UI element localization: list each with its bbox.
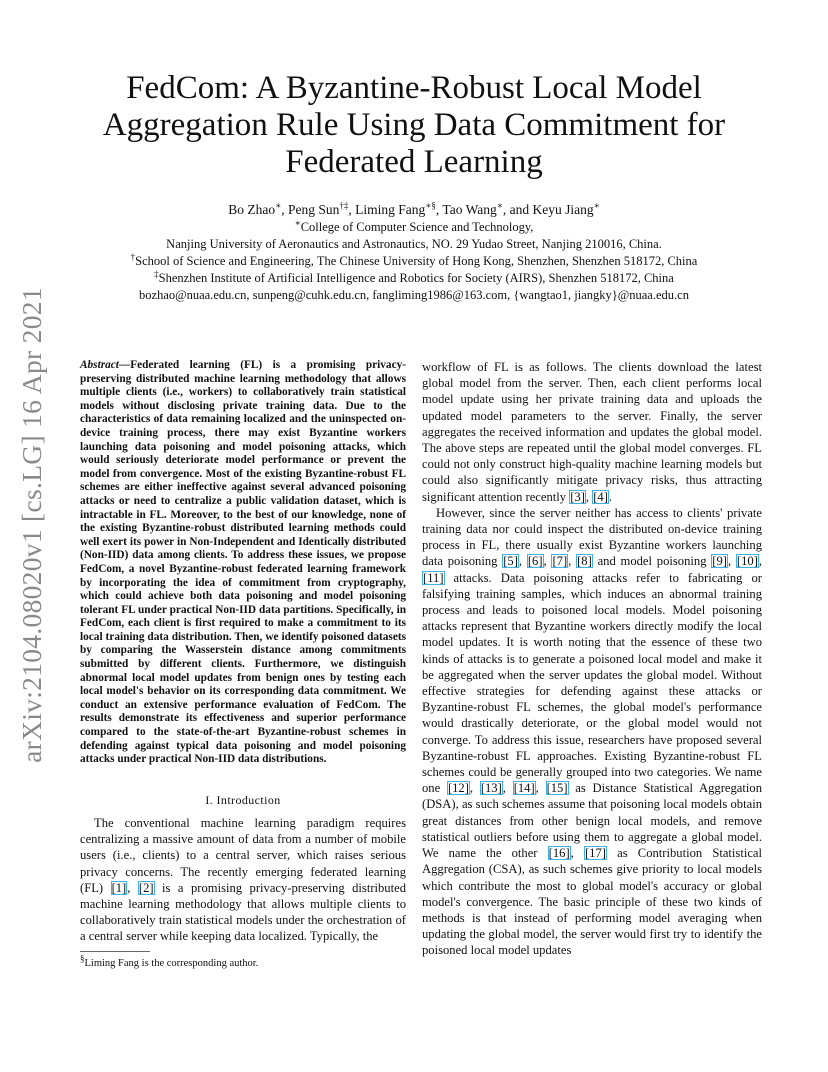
section-heading-introduction: I. Introduction [205,793,281,807]
affiliation-nuaa: Nanjing University of Aeronautics and Astronautics, NO. 29 Yudao Street, Nanjing 210016, China. [166,237,662,251]
citation-link[interactable]: [4] [593,489,608,504]
citation-link[interactable]: [2] [138,880,154,895]
author: Tao Wang [442,202,497,217]
abstract [80,359,406,767]
affiliation-airs: ‡Shenzhen Institute of Artificial Intelligence and Robotics for Society (AIRS), Shenzhen 518172, China [154,268,674,285]
citation-link[interactable]: [6] [527,554,543,569]
citation-link[interactable]: [7] [552,554,568,569]
abstract-text: —Federated learning (FL) is a promising privacy-preserving distributed machine learning methodology that allows multiple clients (i.e., workers) to collaboratively train statistical models without disclosing private training data. Due to the characteristics of data remaining localized and the uninspected on-device training process, there may exist Byzantine workers launching data poisoning and model poisoning attacks, which would seriously deteriorate model performance or prevent the model from convergence. Most of the existing Byzantine-robust FL schemes are either ineffective against several advanced poisoning attacks or need to centralize a public validation dataset, which is intractable in FL. Moreover, to the best of our knowledge, none of the existing Byzantine-robust distributed learning methods could well exert its power in Non-Independent and Identically distributed (Non-IID) data among clients. To address these issues, we propose FedCom, a novel Byzantine-robust federated learning framework by incorporating the idea of commitment from cryptography, which could achieve both data poisoning and model poisoning tolerant FL under practical Non-IID data partitions. Specifically, in FedCom, each client is first required to make a commitment to its local training data distribution. Then, we identify poisoned datasets by comparing the Wasserstein distance among commitments submitted by different clients. Furthermore, we distinguish abnormal local model updates from benign ones by testing each local model's behavior on its corresponding data commitment. We conduct an extensive performance evaluation of FedCom. The results demonstrate its effectiveness and superior performance compared to the state-of-the-art Byzantine-robust schemes in defending against typical data poisoning and model poisoning attacks under practical Non-IID data distributions. [80,359,406,766]
author: Peng Sun [288,202,340,217]
citation-link[interactable]: [1] [111,880,127,895]
citation-link[interactable]: [3] [570,489,585,504]
citation-link[interactable]: [10] [736,554,758,569]
citation-link[interactable]: [11] [423,570,444,585]
paper-title: FedCom: A Byzantine-Robust Local Model Aggregation Rule Using Data Commitment for Federated Learning [102,70,726,180]
citation-link[interactable]: [16] [548,846,570,861]
citation-link[interactable]: [5] [503,554,518,569]
citation-link[interactable]: [15] [546,781,568,796]
citation-link[interactable]: [17] [584,846,606,861]
citation-link[interactable]: [13] [480,781,502,796]
right-column-body: workflow of FL is as follows. The clients download the latest global model from the server. Then, each client performs local model update using her private training data and uploads the updated model parameters to the server. Finally, the server aggregates the received information and updates the global model. The above steps are repeated until the global model converges. FL could not only construct high-quality machine learning models but could also significantly mitigate privacy risks, thus attracting significant attention recently [3], [4]. However, since the server neither has access to clients' private training data nor could inspect the distributed on-device training process in FL, there usually exist Byzantine workers launching data poisoning [5], [6], [7], [8] and model poisoning [9], [10], [11] attacks. Data poisoning attacks refer to fabricating or falsifying training samples, which induces an abnormal training process and leads to poisoned local models. Model poisoning attacks represent that Byzantine workers directly modify the local model updates. It is worth noting that the essence of these two kinds of attacks is to generate a poisoned local model and make it be aggregated when the server updates the global model. Without effective strategies for defending against these attacks or Byzantine-robust FL schemes, the global model's performance would drastically deteriorate, or the global model would not converge. To address this issue, researchers have proposed several Byzantine-robust FL approaches. Existing Byzantine-robust FL schemes could be generally grouped into two categories. We name one [12], [13], [14], [15] as Distance Statistical Aggregation (DSA), as such schemes assume that poisoning local models obtain great distances from other benign local models, and remove statistical outliers before using them to aggregate a global model. We name the other [16], [17] as Contribution Statistical Aggregation (CSA), as such schemes give priority to local models which contribute the most to global model's accuracy or global model's convergence. The basic principle of these two kinds of methods is that instead of performing model averaging when updating the global model, the server would first try to identify the poisoned local model updates [422,360,763,958]
affiliation-college: ∗College of Computer Science and Technology, [294,217,534,234]
author: and Keyu Jiang [509,202,594,217]
arxiv-stamp: arXiv:2104.08020v1 [cs.LG] 16 Apr 2021 [16,287,47,763]
citation-link[interactable]: [9] [712,554,727,569]
author-emails: bozhao@nuaa.edu.cn, sunpeng@cuhk.edu.cn, fangliming1986@163.com, {wangtao1, jiangky}@nuaa.edu.cn [139,288,689,302]
citation-link[interactable]: [8] [577,554,592,569]
intro-paragraph: The conventional machine learning paradigm requires centralizing a massive amount of data from a number of mobile users (i.e., clients) to a central server, which raises serious privacy concerns. The recently emerging federated learning (FL) [1], [2] is a promising privacy-preserving distributed machine learning methodology that allows multiple clients to collaboratively train statistical models under the orchestration of a central server while keeping data localized. Typically, the [80,816,406,944]
citation-link[interactable]: [14] [513,781,535,796]
footnote-rule [80,951,150,952]
affiliation-cuhk: †School of Science and Engineering, The Chinese University of Hong Kong, Shenzhen, Shenzhen 518172, China [130,251,698,268]
citation-link[interactable]: [12] [447,781,469,796]
author: Bo Zhao [228,202,276,217]
author-list: Bo Zhao∗, Peng Sun†‡, Liming Fang∗§, Tao Wang∗, and Keyu Jiang∗ [228,200,600,217]
author: Liming Fang [355,202,426,217]
abstract-label: Abstract [80,359,119,371]
footnote: §Liming Fang is the corresponding author. [80,953,259,969]
